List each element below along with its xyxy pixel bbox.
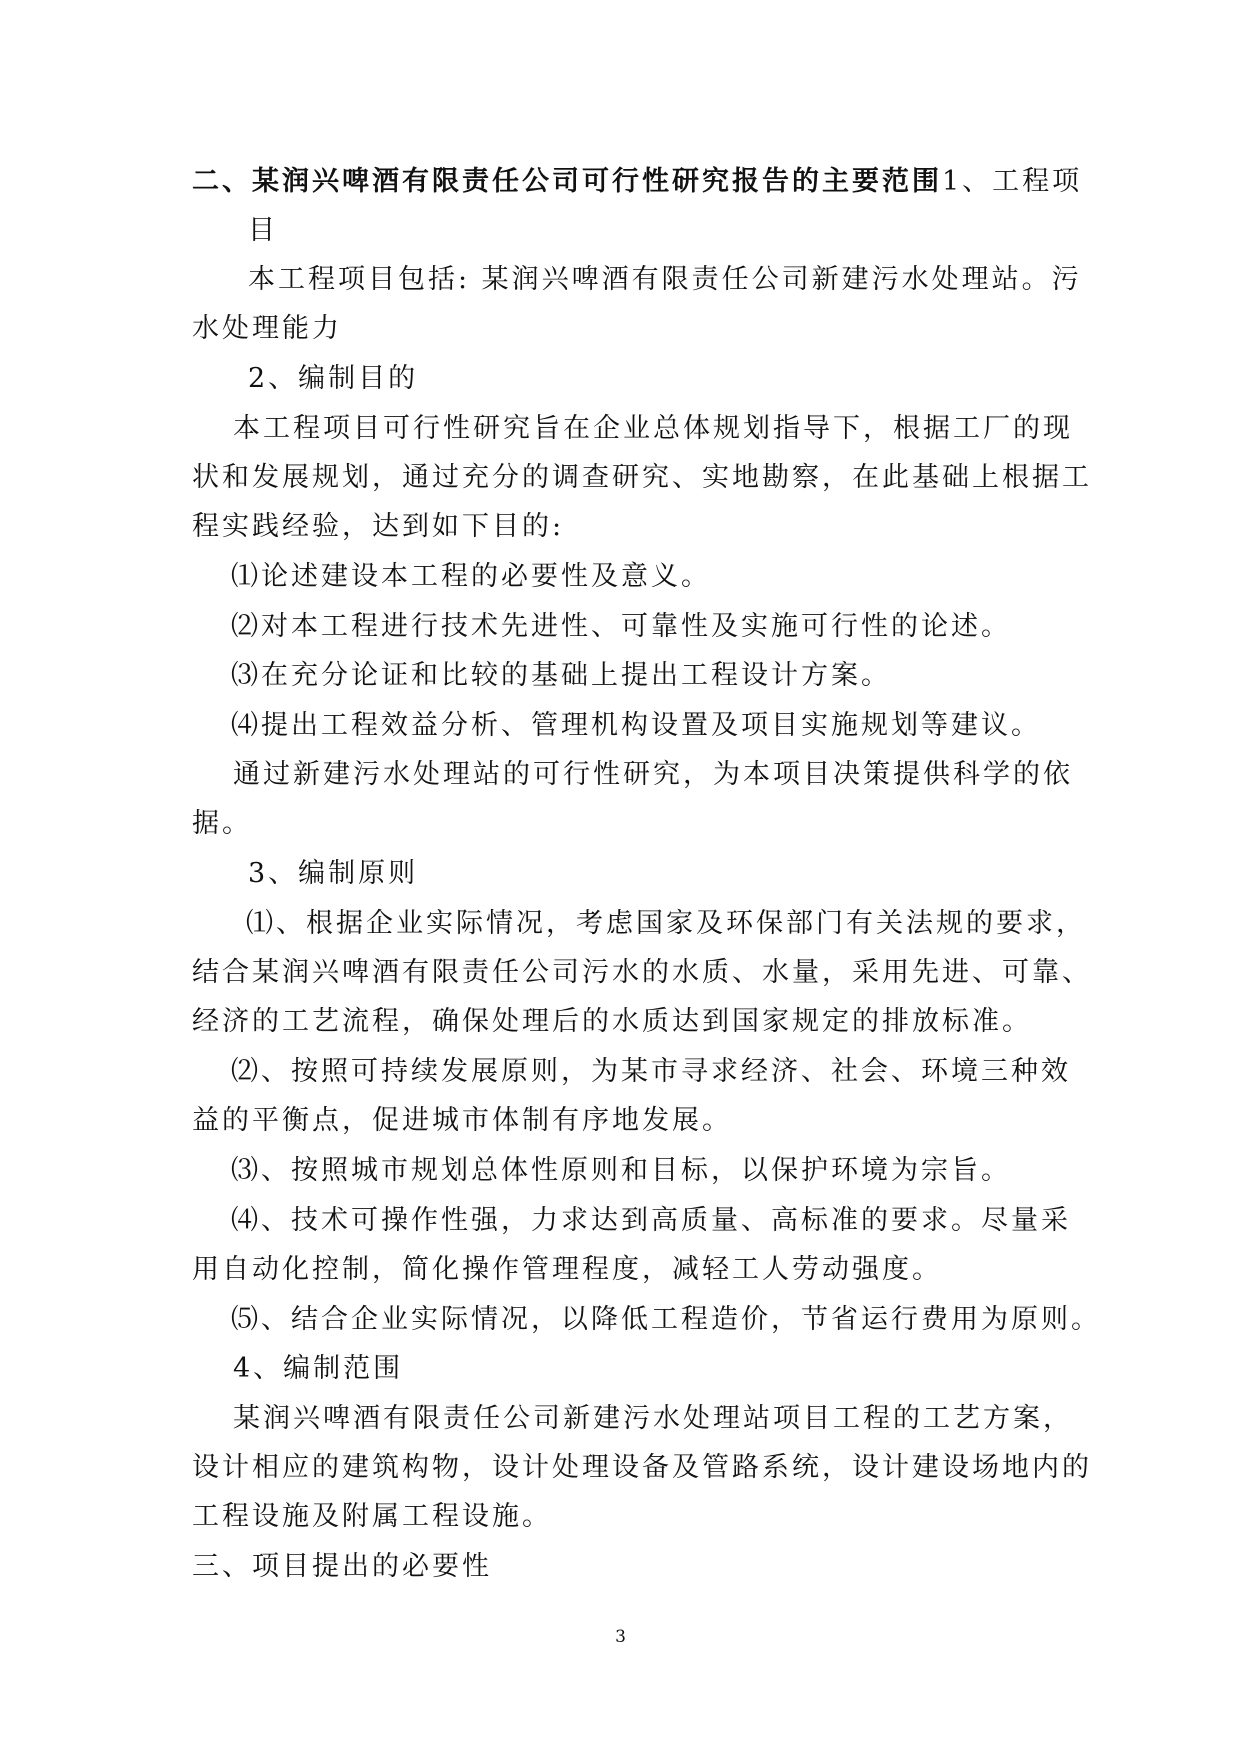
sub-3-title: 3、编制原则 (248, 858, 419, 889)
sub-2-conclusion-line-1: 通过新建污水处理站的可行性研究，为本项目决策提供科学的依 (233, 759, 1073, 790)
sub-3-item-5-line-1: ⑸、结合企业实际情况，以降低工程造价，节省运行费用为原则。 (231, 1304, 1101, 1335)
sub-3-item-2-line-2: 益的平衡点，促进城市体制有序地发展。 (192, 1105, 732, 1136)
page-number: 3 (615, 1627, 626, 1647)
sub-2-item-3: ⑶在充分论证和比较的基础上提出工程设计方案。 (231, 660, 891, 691)
sub-1-title-b: 目 (248, 215, 278, 246)
sub-2-item-2: ⑵对本工程进行技术先进性、可靠性及实施可行性的论述。 (231, 611, 1011, 642)
sub-2-para-line-1: 本工程项目可行性研究旨在企业总体规划指导下，根据工厂的现 (233, 413, 1073, 444)
sub-3-item-3-line-1: ⑶、按照城市规划总体性原则和目标，以保护环境为宗旨。 (231, 1155, 1011, 1186)
sub-1-para-line-1: 本工程项目包括: 某润兴啤酒有限责任公司新建污水处理站。污 (248, 264, 1082, 295)
sub-2-title: 2、编制目的 (248, 363, 419, 394)
sub-4-title: 4、编制范围 (233, 1353, 404, 1384)
sub-3-item-2-line-1: ⑵、按照可持续发展原则，为某市寻求经济、社会、环境三种效 (231, 1056, 1071, 1087)
sub-3-item-4-line-2: 用自动化控制，简化操作管理程度，减轻工人劳动强度。 (192, 1254, 942, 1285)
sub-3-item-1-line-1: ⑴、根据企业实际情况，考虑国家及环保部门有关法规的要求， (246, 908, 1086, 939)
sub-2-conclusion-line-2: 据。 (192, 808, 252, 839)
sub-2-item-4: ⑷提出工程效益分析、管理机构设置及项目实施规划等建议。 (231, 710, 1041, 741)
sub-3-item-1-line-3: 经济的工艺流程，确保处理后的水质达到国家规定的排放标准。 (192, 1006, 1032, 1037)
sub-2-para-line-3: 程实践经验，达到如下目的: (192, 511, 565, 542)
sub-3-item-4-line-1: ⑷、技术可操作性强，力求达到高质量、高标准的要求。尽量采 (231, 1205, 1071, 1236)
sub-1-title-a: 1、工程项 (942, 166, 1083, 197)
sub-2-para-line-2: 状和发展规划，通过充分的调查研究、实地勘察，在此基础上根据工 (192, 462, 1092, 493)
sub-4-para-line-3: 工程设施及附属工程设施。 (192, 1501, 552, 1532)
section-2-heading-line (192, 165, 1082, 199)
section-2-heading: 二、某润兴啤酒有限责任公司可行性研究报告的主要范围 (192, 166, 942, 197)
sub-3-item-1-line-2: 结合某润兴啤酒有限责任公司污水的水质、水量，采用先进、可靠、 (192, 957, 1092, 988)
sub-4-para-line-1: 某润兴啤酒有限责任公司新建污水处理站项目工程的工艺方案， (233, 1403, 1073, 1434)
sub-2-item-1: ⑴论述建设本工程的必要性及意义。 (231, 561, 711, 592)
section-3-heading: 三、项目提出的必要性 (192, 1551, 492, 1582)
sub-1-para-line-2: 水处理能力 (192, 313, 342, 344)
sub-4-para-line-2: 设计相应的建筑构物，设计处理设备及管路系统，设计建设场地内的 (192, 1452, 1092, 1483)
